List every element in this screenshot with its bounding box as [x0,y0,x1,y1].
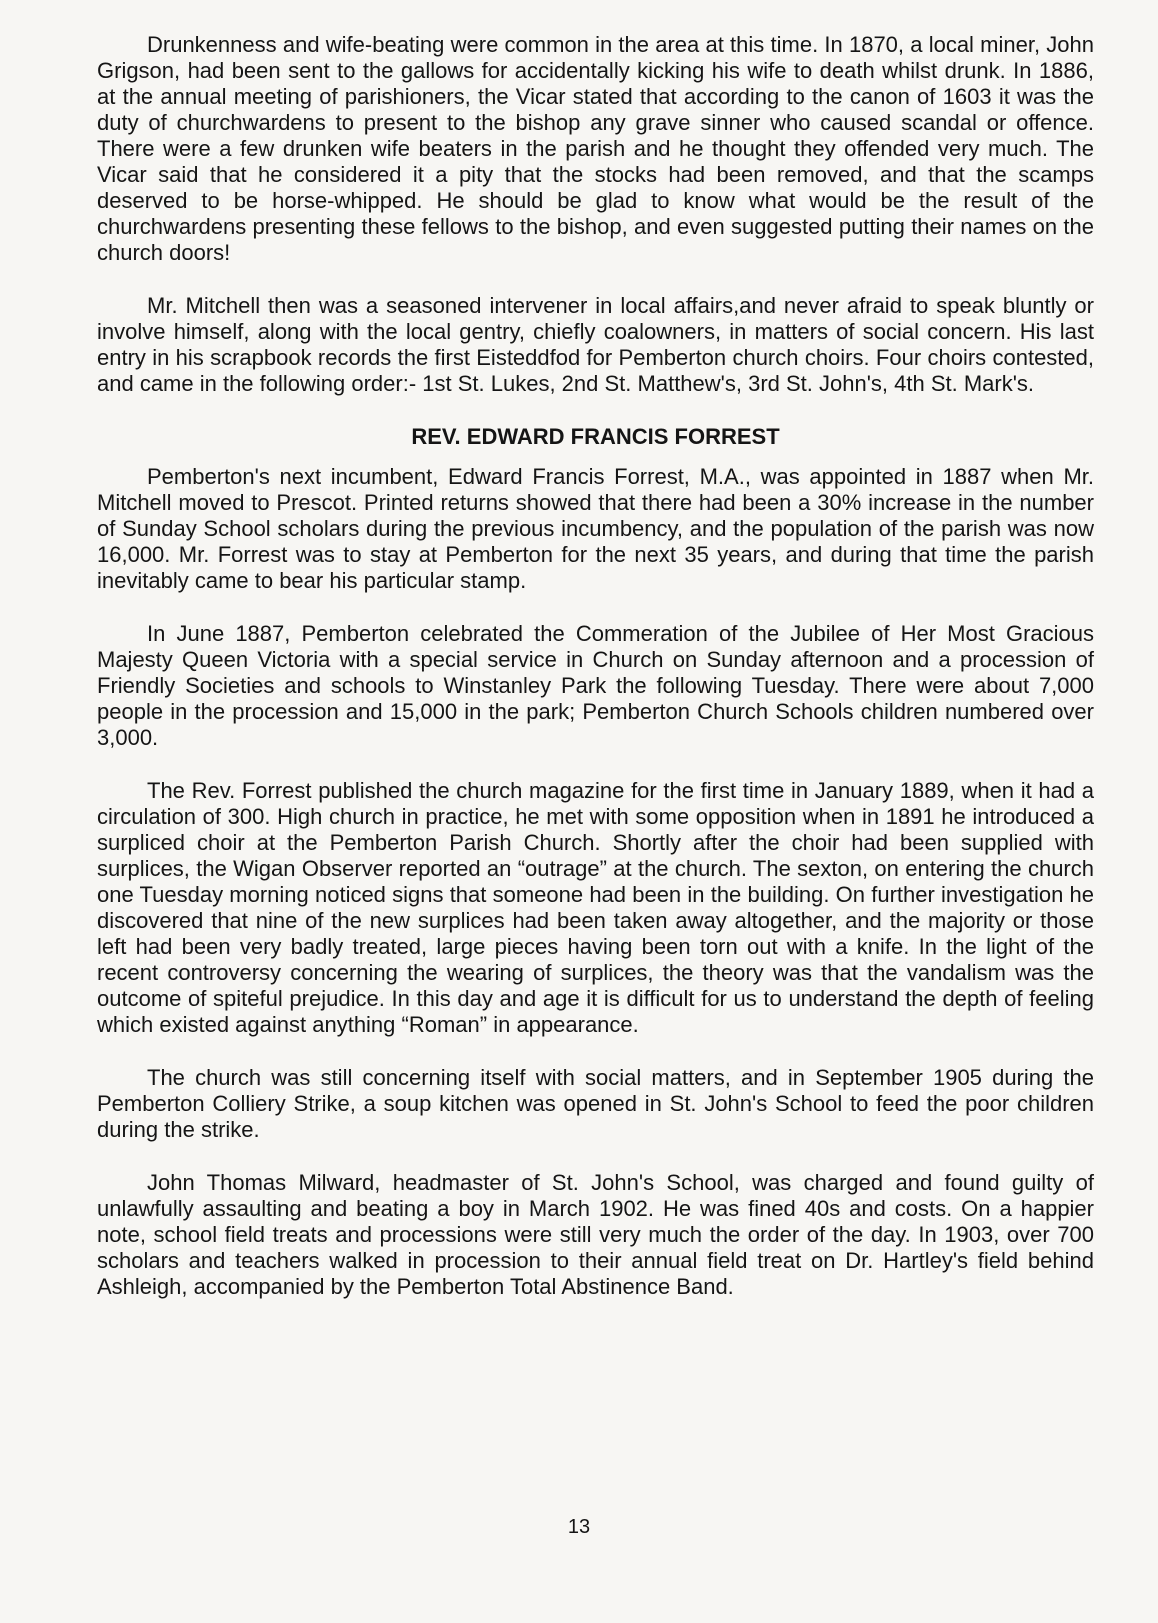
paragraph-jubilee: In June 1887, Pemberton celebrated the Commeration of the Jubilee of Her Most Gracious Majesty Queen Victoria with a special service in Church on Sunday afternoon and a procession of Friendly Societies and schools to Winstanley Park the following Tuesday. There were about 7,000 people in the procession and 15,000 in the park; Pemberton Church Schools children numbered over 3,000. [97,621,1094,750]
page-content [97,32,1094,1327]
page-number: 13 [567,1516,591,1538]
paragraph-church-magazine: The Rev. Forrest published the church magazine for the first time in January 1889, when it had a circulation of 300. High church in practice, he met with some opposition when in 1891 he introduced a surpliced choir at the Pemberton Parish Church. Shortly after the choir had been supplied with surplices, the Wigan Observer reported an “outrage” at the church. The sexton, on entering the church one Tuesday morning noticed signs that someone had been in the building. On further investigation he discovered that nine of the new surplices had been taken away altogether, and the majority or those left had been very badly treated, large pieces having been torn out with a knife. In the light of the recent controversy concerning the wearing of surplices, the theory was that the vandalism was the outcome of spiteful prejudice. In this day and age it is difficult for us to understand the depth of feeling which existed against anything “Roman” in appearance. [97,778,1094,1037]
paragraph-mitchell: Mr. Mitchell then was a seasoned intervener in local affairs,and never afraid to speak bluntly or involve himself, along with the local gentry, chiefly coalowners, in matters of social concern. His last entry in his scrapbook records the first Eisteddfod for Pemberton church choirs. Four choirs contested, and came in the following order:- 1st St. Lukes, 2nd St. Matthew's, 3rd St. John's, 4th St. Mark's. [97,293,1094,396]
paragraph-milward: John Thomas Milward, headmaster of St. John's School, was charged and found guilty of unlawfully assaulting and beating a boy in March 1902. He was fined 40s and costs. On a happier note, school field treats and processions were still very much the order of the day. In 1903, over 700 scholars and teachers walked in procession to their annual field treat on Dr. Hartley's field behind Ashleigh, accompanied by the Pemberton Total Abstinence Band. [97,1170,1094,1299]
section-heading: REV. EDWARD FRANCIS FORREST [411,424,780,449]
paragraph-colliery-strike: The church was still concerning itself with social matters, and in September 1905 during the Pemberton Colliery Strike, a soup kitchen was opened in St. John's School to feed the poor children during the strike. [97,1065,1094,1142]
paragraph-drunkenness: Drunkenness and wife-beating were common in the area at this time. In 1870, a local miner, John Grigson, had been sent to the gallows for accidentally kicking his wife to death whilst drunk. In 1886, at the annual meeting of parishioners, the Vicar stated that according to the canon of 1603 it was the duty of churchwardens to present to the bishop any grave sinner who caused scandal or offence. There were a few drunken wife beaters in the parish and he thought they offended very much. The Vicar said that he considered it a pity that the stocks had been removed, and that the scamps deserved to be horse-whipped. He should be glad to know what would be the result of the churchwardens presenting these fellows to the bishop, and even suggested putting their names on the church doors! [97,32,1094,265]
paragraph-forrest-appointed: Pemberton's next incumbent, Edward Francis Forrest, M.A., was appointed in 1887 when Mr. Mitchell moved to Prescot. Printed returns showed that there had been a 30% increase in the number of Sunday School scholars during the previous incumbency, and the population of the parish was now 16,000. Mr. Forrest was to stay at Pemberton for the next 35 years, and during that time the parish inevitably came to bear his particular stamp. [97,464,1094,593]
